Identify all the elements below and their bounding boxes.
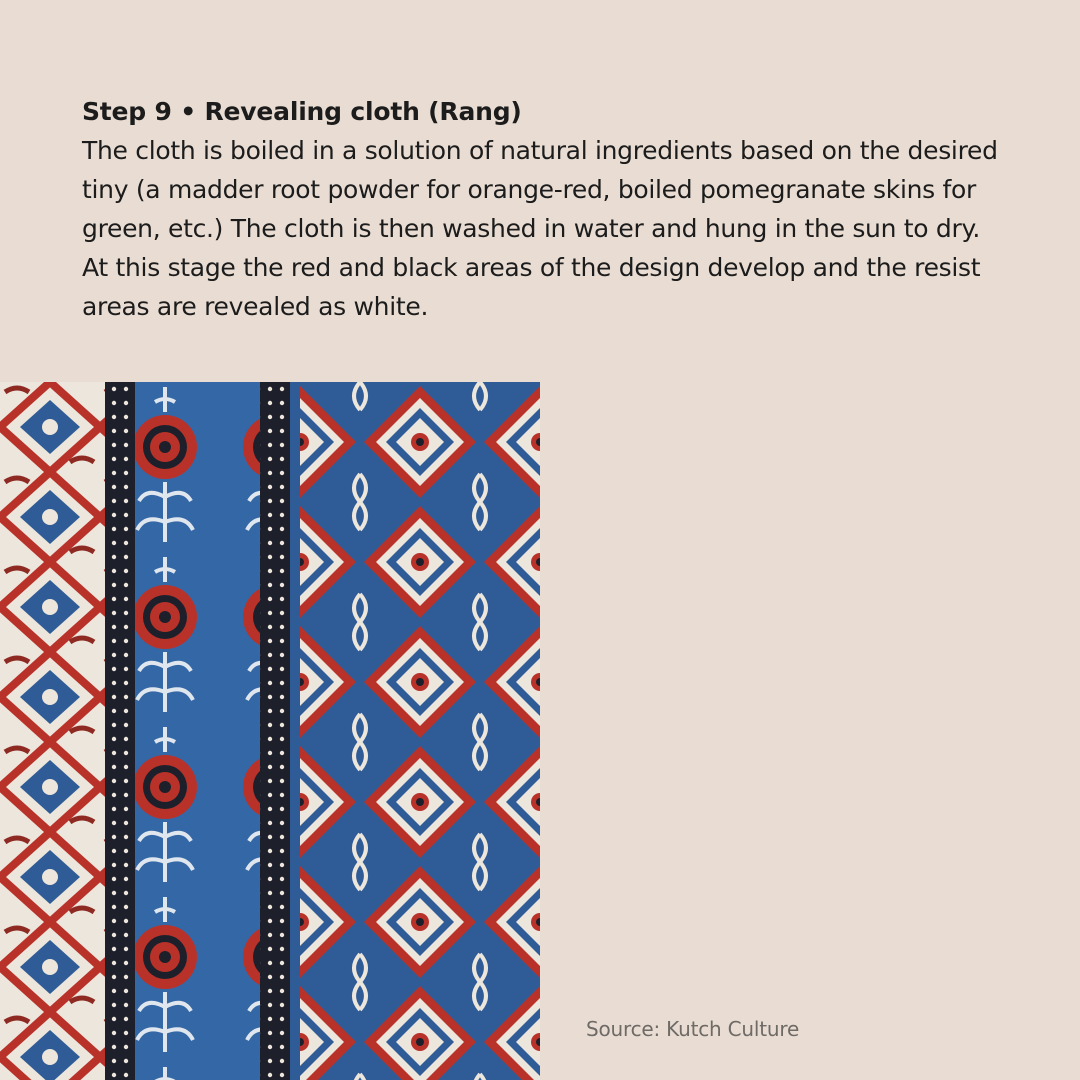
- step-title: Step 9 • Revealing cloth (Rang): [82, 97, 522, 126]
- ajrakh-fabric-image: [0, 382, 540, 1080]
- step-description: The cloth is boiled in a solution of natural ingredients based on the desired tiny (a madder root powder for orange-red, boiled pomegranate skins for green, etc.) The cloth is then washed in water and hung in the sun to dry. At this stage the red and black areas of the design develop and the resist areas are revealed as white.: [82, 136, 998, 321]
- step-text-block: [82, 92, 1012, 326]
- source-credit: Source: Kutch Culture: [586, 1017, 800, 1041]
